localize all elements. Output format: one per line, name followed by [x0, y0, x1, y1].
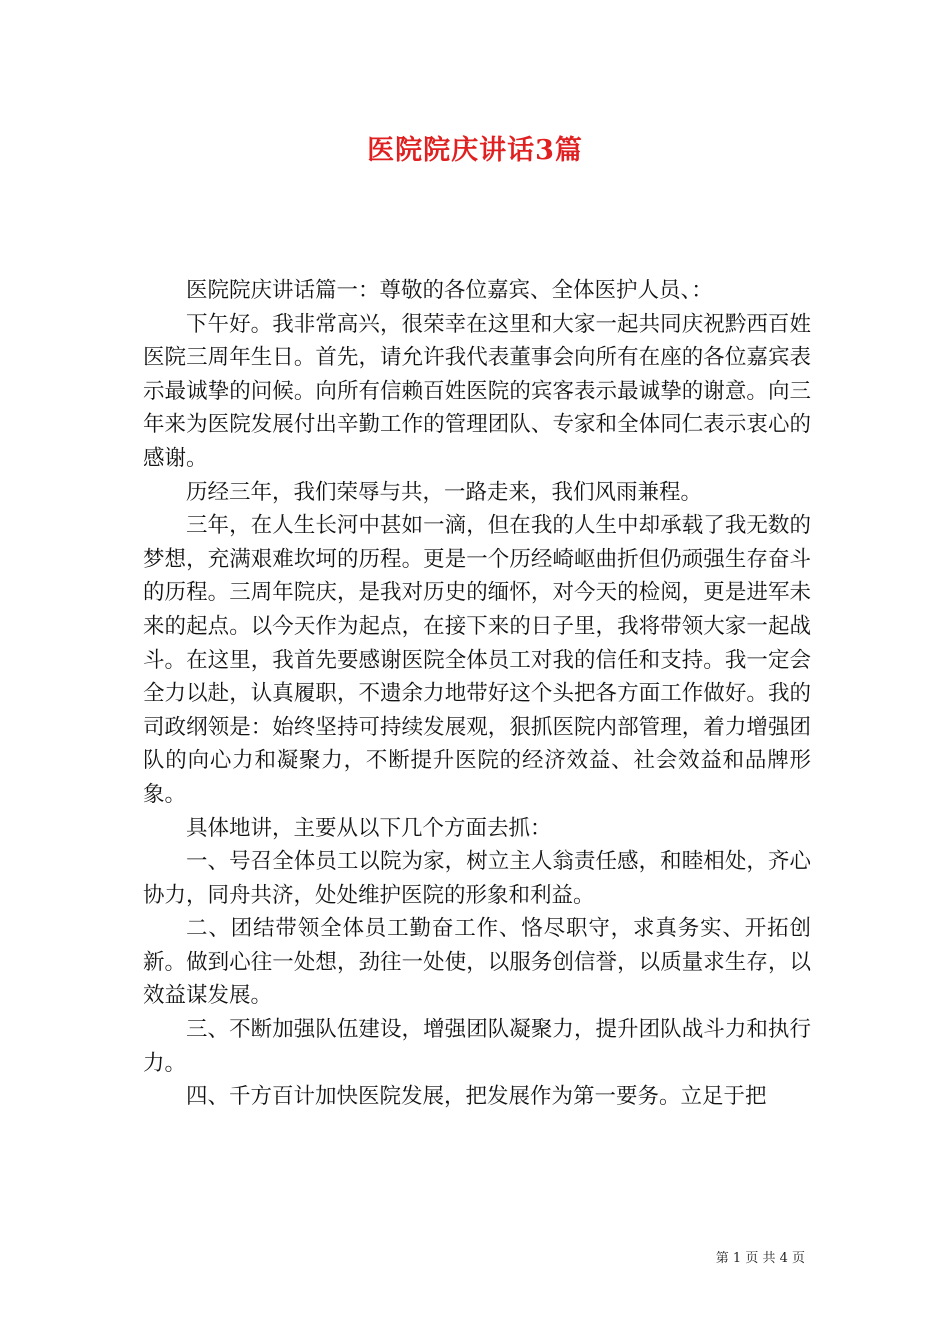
paragraph-5: 具体地讲，主要从以下几个方面去抓： — [186, 815, 552, 841]
paragraph-7: 二、团结带领全体员工勤奋工作、恪尽职守，求真务实、开拓创新。做到心往一处想，劲往一处使，以服务创信誉，以质量求生存，以效益谋发展。 — [143, 916, 811, 1009]
page-number-footer: 第 1 页 共 4 页 — [715, 1251, 805, 1266]
paragraph-8: 三、不断加强队伍建设，增强团队凝聚力，提升团队战斗力和执行力。 — [143, 1017, 811, 1076]
paragraph-4: 三年，在人生长河中甚如一滴，但在我的人生中却承载了我无数的梦想，充满艰难坎坷的历程。更是一个历经崎岖曲折但仍顽强生存奋斗的历程。三周年院庆，是我对历史的缅怀，对今天的检阅，更是进军未来的起点。以今天作为起点，在接下来的日子里，我将带领大家一起战斗。在这里，我首先要感谢医院全体员工对我的信任和支持。我一定会全力以赴，认真履职，不遗余力地带好这个头把各方面工作做好。我的司政纲领是：始终坚持可持续发展观，狠抓医院内部管理，着力增强团队的向心力和凝聚力，不断提升医院的经济效益、社会效益和品牌形象。 — [143, 513, 811, 807]
document-title: 医院院庆讲话3篇 — [367, 135, 583, 166]
paragraph-3: 历经三年，我们荣辱与共，一路走来，我们风雨兼程。 — [186, 479, 703, 505]
document-body — [143, 274, 811, 1114]
paragraph-9: 四、千方百计加快医院发展，把发展作为第一要务。立足于把 — [186, 1084, 767, 1110]
paragraph-6: 一、号召全体员工以院为家，树立主人翁责任感，和睦相处，齐心协力，同舟共济，处处维护医院的形象和利益。 — [143, 849, 811, 908]
paragraph-1: 医院院庆讲话篇一：尊敬的各位嘉宾、全体医护人员、： — [186, 278, 713, 303]
paragraph-2: 下午好。我非常高兴，很荣幸在这里和大家一起共同庆祝黔西百姓医院三周年生日。首先，请允许我代表董事会向所有在座的各位嘉宾表示最诚挚的问候。向所有信赖百姓医院的宾客表示最诚挚的谢意。向三年来为医院发展付出辛勤工作的管理团队、专家和全体同仁表示衷心的感谢。 — [143, 311, 811, 471]
